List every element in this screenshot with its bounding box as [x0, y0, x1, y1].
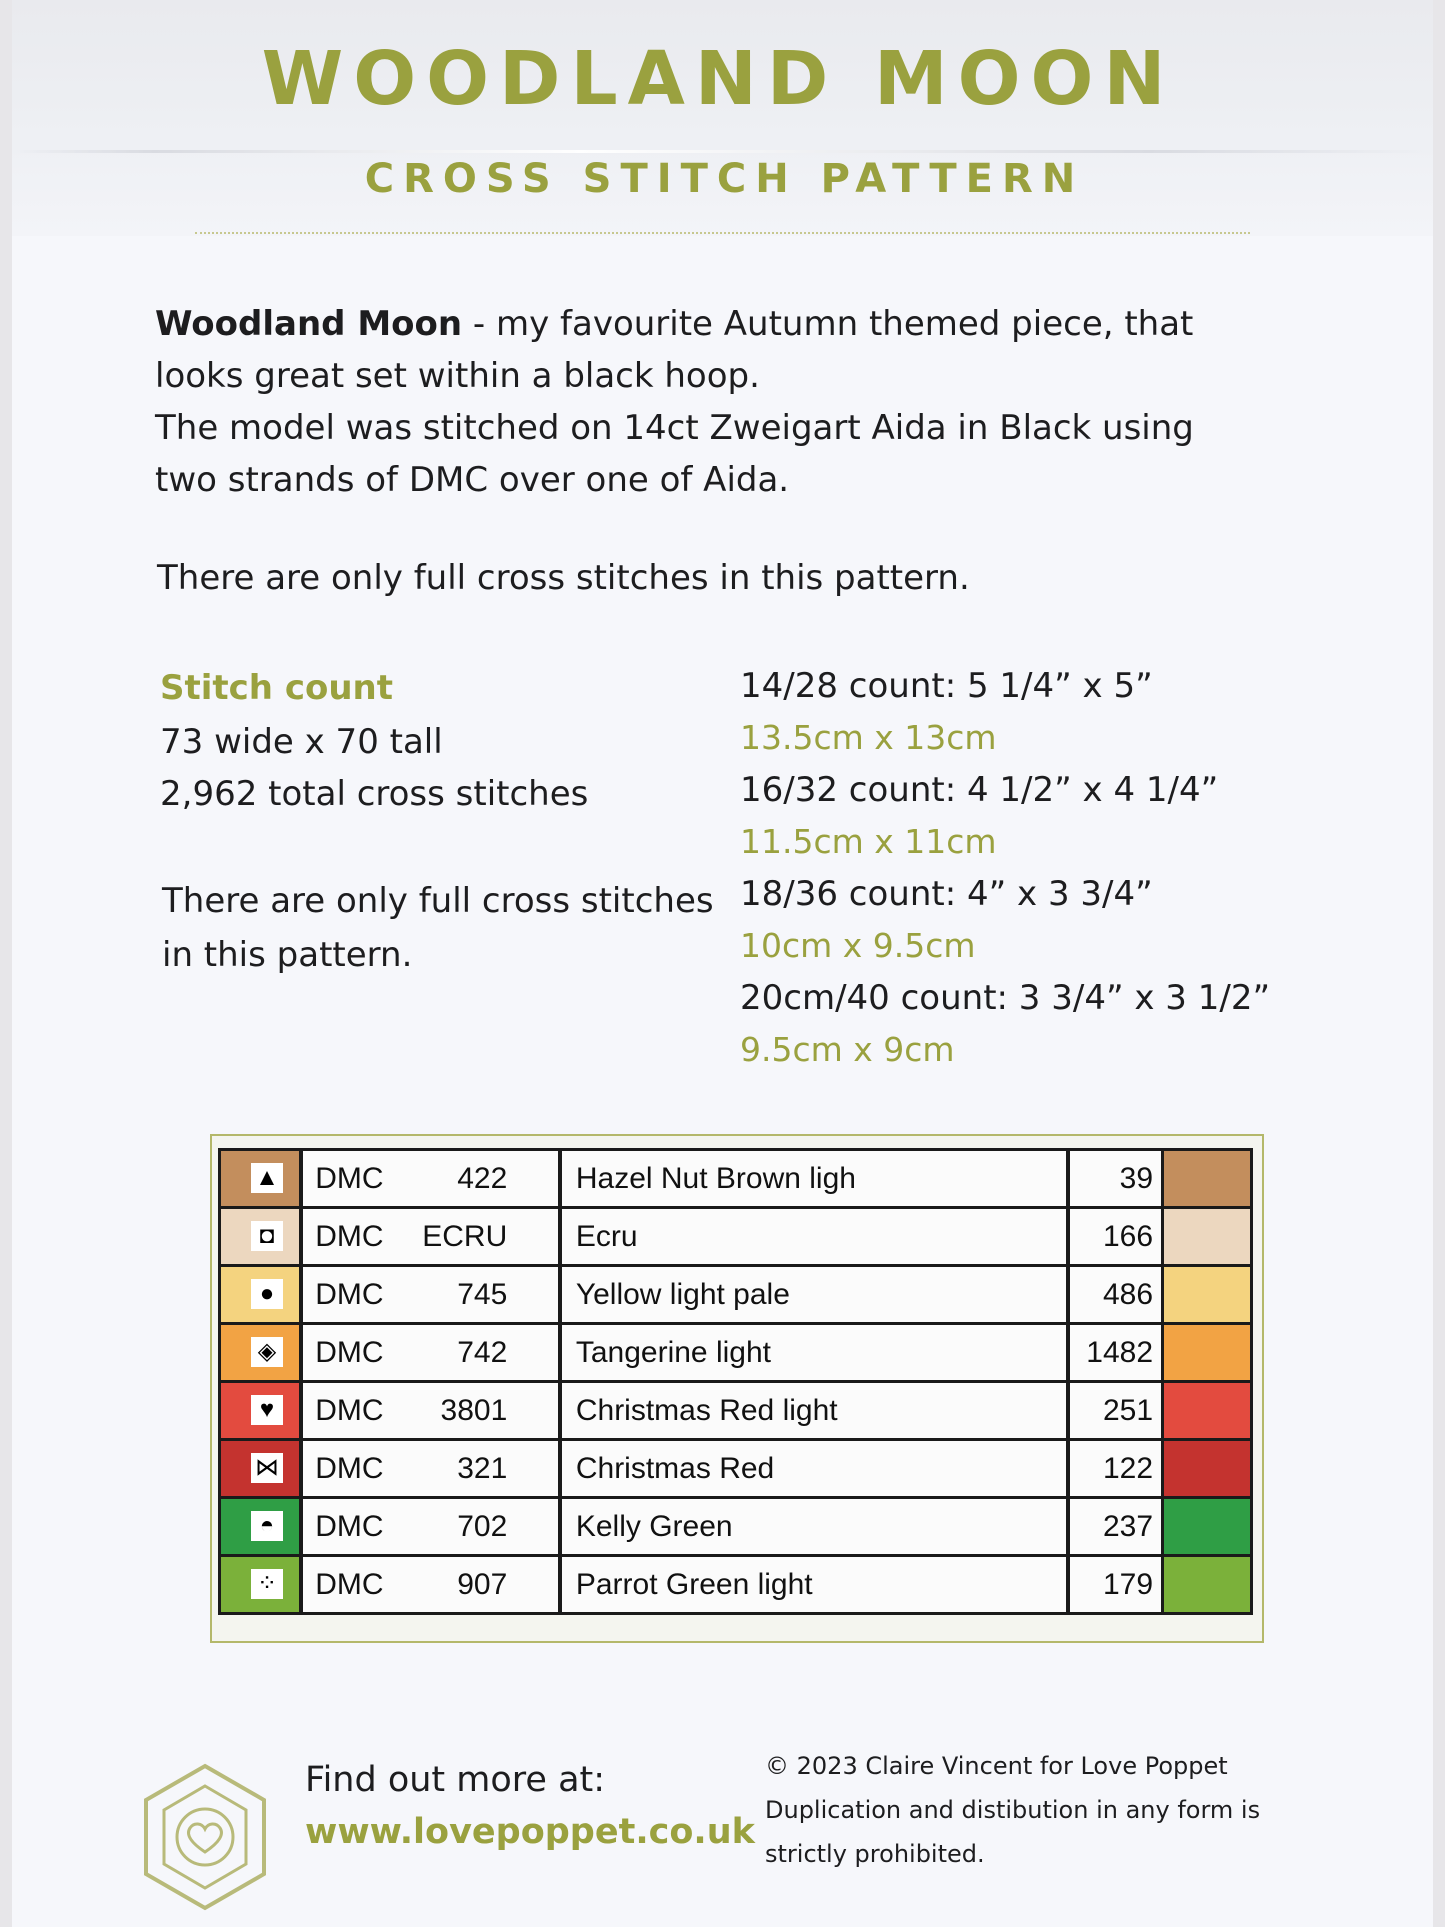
key-thread-code — [301, 1266, 560, 1324]
size-cm: 13.5cm x 13cm — [740, 718, 997, 757]
thread-number: 422 — [457, 1161, 508, 1195]
key-row — [220, 1498, 1252, 1556]
key-row — [220, 1382, 1252, 1440]
stitch-total: 2,962 total cross stitches — [160, 774, 589, 814]
thread-number: 3801 — [440, 1393, 508, 1427]
find-out-label: Find out more at: — [305, 1760, 606, 1800]
size-count: 20cm/40 count: 3 3/4” x 3 1/2” — [740, 978, 1271, 1018]
stitch-dimensions: 73 wide x 70 tall — [160, 722, 443, 762]
key-color-name: Yellow light pale — [560, 1266, 1068, 1324]
thread-brand: DMC — [315, 1509, 384, 1543]
bowtie-icon: ⋈ — [251, 1453, 283, 1483]
key-symbol-cell — [220, 1556, 302, 1614]
key-color-name: Parrot Green light — [560, 1556, 1068, 1614]
copyright-block — [765, 1744, 1285, 1876]
intro-lead — [155, 298, 1235, 402]
thread-brand: DMC — [315, 1161, 384, 1195]
key-stitch-count: 237 — [1068, 1498, 1163, 1556]
key-color-swatch — [1163, 1266, 1252, 1324]
diamond-icon: ◈ — [251, 1337, 283, 1367]
key-row — [220, 1556, 1252, 1614]
key-color-swatch — [1163, 1556, 1252, 1614]
key-thread-code — [301, 1498, 560, 1556]
thread-number: 907 — [457, 1567, 508, 1601]
circle-icon: ● — [251, 1279, 283, 1309]
key-color-swatch — [1163, 1382, 1252, 1440]
thread-number: ECRU — [422, 1219, 508, 1253]
key-color-swatch — [1163, 1208, 1252, 1266]
key-color-name: Hazel Nut Brown ligh — [560, 1150, 1068, 1208]
key-color-swatch — [1163, 1324, 1252, 1382]
key-symbol-cell — [220, 1440, 302, 1498]
triangle-icon: ▲ — [251, 1163, 283, 1193]
thread-brand: DMC — [315, 1219, 384, 1253]
key-symbol-cell — [220, 1208, 302, 1266]
thread-number: 321 — [457, 1451, 508, 1485]
love-poppet-logo — [140, 1762, 270, 1912]
key-row — [220, 1150, 1252, 1208]
thread-brand: DMC — [315, 1393, 384, 1427]
key-color-name: Ecru — [560, 1208, 1068, 1266]
key-thread-code — [301, 1208, 560, 1266]
pattern-title: WOODLAND MOON — [261, 36, 1176, 122]
key-row — [220, 1266, 1252, 1324]
key-row — [220, 1208, 1252, 1266]
key-symbol-cell — [220, 1266, 302, 1324]
header-divider — [195, 232, 1250, 234]
pattern-subtitle: CROSS STITCH PATTERN — [364, 156, 1085, 202]
thread-brand: DMC — [315, 1451, 384, 1485]
key-thread-code — [301, 1556, 560, 1614]
key-stitch-count: 166 — [1068, 1208, 1163, 1266]
key-symbol-cell — [220, 1382, 302, 1440]
duplication-notice: Duplication and distibution in any form is strictly prohibited. — [765, 1796, 1261, 1868]
size-cm: 9.5cm x 9cm — [740, 1030, 955, 1069]
key-color-name: Tangerine light — [560, 1324, 1068, 1382]
intro-model: The model was stitched on 14ct Zweigart Aida in Black using two strands of DMC over one of Aida. — [155, 408, 1194, 500]
key-row — [220, 1440, 1252, 1498]
key-symbol-cell — [220, 1498, 302, 1556]
key-stitch-count: 486 — [1068, 1266, 1163, 1324]
key-stitch-count: 39 — [1068, 1150, 1163, 1208]
key-color-name: Christmas Red light — [560, 1382, 1068, 1440]
half-circle-icon: ◓ — [251, 1511, 283, 1541]
size-cm: 10cm x 9.5cm — [740, 926, 976, 965]
intro-paragraph — [155, 298, 1235, 506]
key-stitch-count: 251 — [1068, 1382, 1163, 1440]
key-thread-code — [301, 1150, 560, 1208]
key-stitch-count: 122 — [1068, 1440, 1163, 1498]
key-thread-code — [301, 1440, 560, 1498]
key-thread-code — [301, 1382, 560, 1440]
thread-brand: DMC — [315, 1277, 384, 1311]
dots-icon: ⁘ — [251, 1569, 283, 1599]
key-row — [220, 1324, 1252, 1382]
thread-brand: DMC — [315, 1567, 384, 1601]
size-count: 14/28 count: 5 1/4” x 5” — [740, 666, 1153, 706]
finished-sizes — [740, 660, 1270, 1076]
thread-number: 742 — [457, 1335, 508, 1369]
stitch-count-heading: Stitch count — [160, 668, 394, 708]
heart-icon: ♥ — [251, 1395, 283, 1425]
intro-lead-text: - my favourite Autumn themed piece, that looks great set within a black hoop. — [155, 304, 1194, 396]
intro-name: Woodland Moon — [155, 304, 463, 344]
key-stitch-count: 179 — [1068, 1556, 1163, 1614]
key-symbol-cell — [220, 1150, 302, 1208]
plastic-sleeve-edge — [12, 150, 1433, 153]
full-stitch-note-secondary: There are only full cross stitches in this pattern. — [162, 881, 714, 975]
size-cm: 11.5cm x 11cm — [740, 822, 997, 861]
key-thread-code — [301, 1324, 560, 1382]
size-count: 18/36 count: 4” x 3 3/4” — [740, 874, 1153, 914]
full-stitch-note: There are only full cross stitches in this pattern. — [157, 558, 970, 598]
key-color-swatch — [1163, 1150, 1252, 1208]
key-color-name: Kelly Green — [560, 1498, 1068, 1556]
thread-number: 745 — [457, 1277, 508, 1311]
key-color-swatch — [1163, 1498, 1252, 1556]
key-stitch-count: 1482 — [1068, 1324, 1163, 1382]
thread-number: 702 — [457, 1509, 508, 1543]
key-color-name: Christmas Red — [560, 1440, 1068, 1498]
key-symbol-cell — [220, 1324, 302, 1382]
copyright-line: © 2023 Claire Vincent for Love Poppet — [765, 1752, 1228, 1780]
thread-brand: DMC — [315, 1335, 384, 1369]
website-link[interactable]: www.lovepoppet.co.uk — [305, 1812, 755, 1852]
square-icon: ◘ — [251, 1221, 283, 1251]
thread-key-table — [218, 1148, 1253, 1615]
size-count: 16/32 count: 4 1/2” x 4 1/4” — [740, 770, 1219, 810]
key-color-swatch — [1163, 1440, 1252, 1498]
